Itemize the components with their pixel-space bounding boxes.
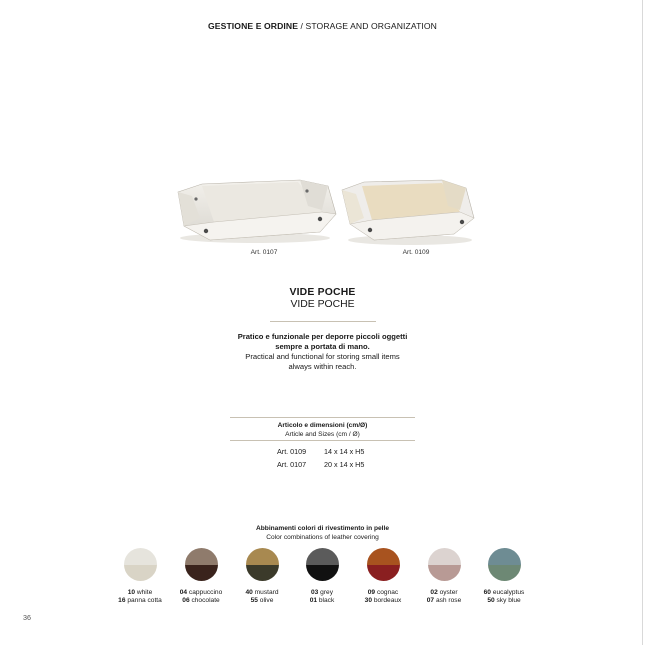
swatch-line1: 04 cappuccino <box>179 589 223 596</box>
swatch-line2: 16 panna cotta <box>118 597 162 605</box>
description-en-line2: always within reach. <box>288 362 357 371</box>
sizes-header-en: Article and Sizes (cm / Ø) <box>285 431 360 438</box>
color-swatch-label <box>464 589 544 605</box>
swatch-bottom-color <box>246 565 279 582</box>
swatch-line1: 09 cognac <box>367 589 399 596</box>
description-en-line1: Practical and functional for storing small items <box>245 352 400 361</box>
color-swatch <box>306 548 339 581</box>
colors-header-it: Abbinamenti colori di rivestimento in pelle <box>256 525 389 532</box>
sizes-header-it: Articolo e dimensioni (cm/Ø) <box>277 422 368 429</box>
swatch-top-color <box>488 548 521 565</box>
swatch-line1: 60 eucalyptus <box>483 589 525 596</box>
color-swatch <box>124 548 157 581</box>
row-dimensions: 20 x 14 x H5 <box>324 460 365 469</box>
swatch-line1: 03 grey <box>310 589 333 596</box>
section-header-rest: / STORAGE AND ORGANIZATION <box>298 21 437 31</box>
description-it-line2: sempre a portata di mano. <box>275 342 370 351</box>
description-it-line1: Pratico e funzionale per deporre piccoli oggetti <box>237 332 408 341</box>
swatch-bottom-color <box>428 565 461 582</box>
page-edge-line <box>642 0 643 645</box>
row-article: Art. 0107 <box>277 460 307 469</box>
swatch-line2: 30 bordeaux <box>364 597 402 605</box>
color-swatch <box>367 548 400 581</box>
swatch-line2: 55 olive <box>250 597 274 605</box>
swatch-line2: 07 ash rose <box>426 597 462 605</box>
swatch-bottom-color <box>306 565 339 582</box>
color-swatch <box>488 548 521 581</box>
tray-0109-image <box>338 176 478 248</box>
table-top-rule <box>230 417 415 418</box>
swatch-line1: 02 oyster <box>430 589 458 596</box>
swatch-top-color <box>428 548 461 565</box>
row-article: Art. 0109 <box>277 447 307 456</box>
colors-header <box>0 524 645 542</box>
row-dimensions: 14 x 14 x H5 <box>324 447 365 456</box>
section-header-bold: GESTIONE E ORDINE <box>208 21 299 31</box>
title-divider <box>270 321 376 322</box>
swatch-line2: 50 sky blue <box>487 597 521 605</box>
colors-header-en: Color combinations of leather covering <box>266 534 379 541</box>
swatch-bottom-color <box>185 565 218 582</box>
color-swatch <box>246 548 279 581</box>
swatch-line2: 06 chocolate <box>182 597 220 605</box>
sizes-table-header <box>230 421 415 439</box>
swatch-line2: 01 black <box>309 597 335 605</box>
color-swatch <box>428 548 461 581</box>
swatch-bottom-color <box>124 565 157 582</box>
swatch-top-color <box>185 548 218 565</box>
title-italian: VIDE POCHE <box>289 287 356 298</box>
page-number: 36 <box>23 613 31 622</box>
tray-0107-image <box>170 172 340 247</box>
swatch-line1: 40 mustard <box>245 589 279 596</box>
product-caption-0109: Art. 0109 <box>402 249 430 256</box>
swatch-top-color <box>246 548 279 565</box>
product-caption-0107: Art. 0107 <box>250 249 278 256</box>
product-description <box>0 332 645 372</box>
product-image-0107 <box>170 172 340 247</box>
table-header-rule <box>230 440 415 441</box>
swatch-top-color <box>367 548 400 565</box>
color-swatch <box>185 548 218 581</box>
section-header <box>0 21 645 31</box>
swatch-bottom-color <box>488 565 521 582</box>
swatch-line1: 10 white <box>127 589 153 596</box>
swatch-top-color <box>124 548 157 565</box>
swatch-top-color <box>306 548 339 565</box>
title-english: VIDE POCHE <box>290 299 355 310</box>
swatch-bottom-color <box>367 565 400 582</box>
product-title <box>0 287 645 310</box>
product-image-0109 <box>338 176 478 248</box>
